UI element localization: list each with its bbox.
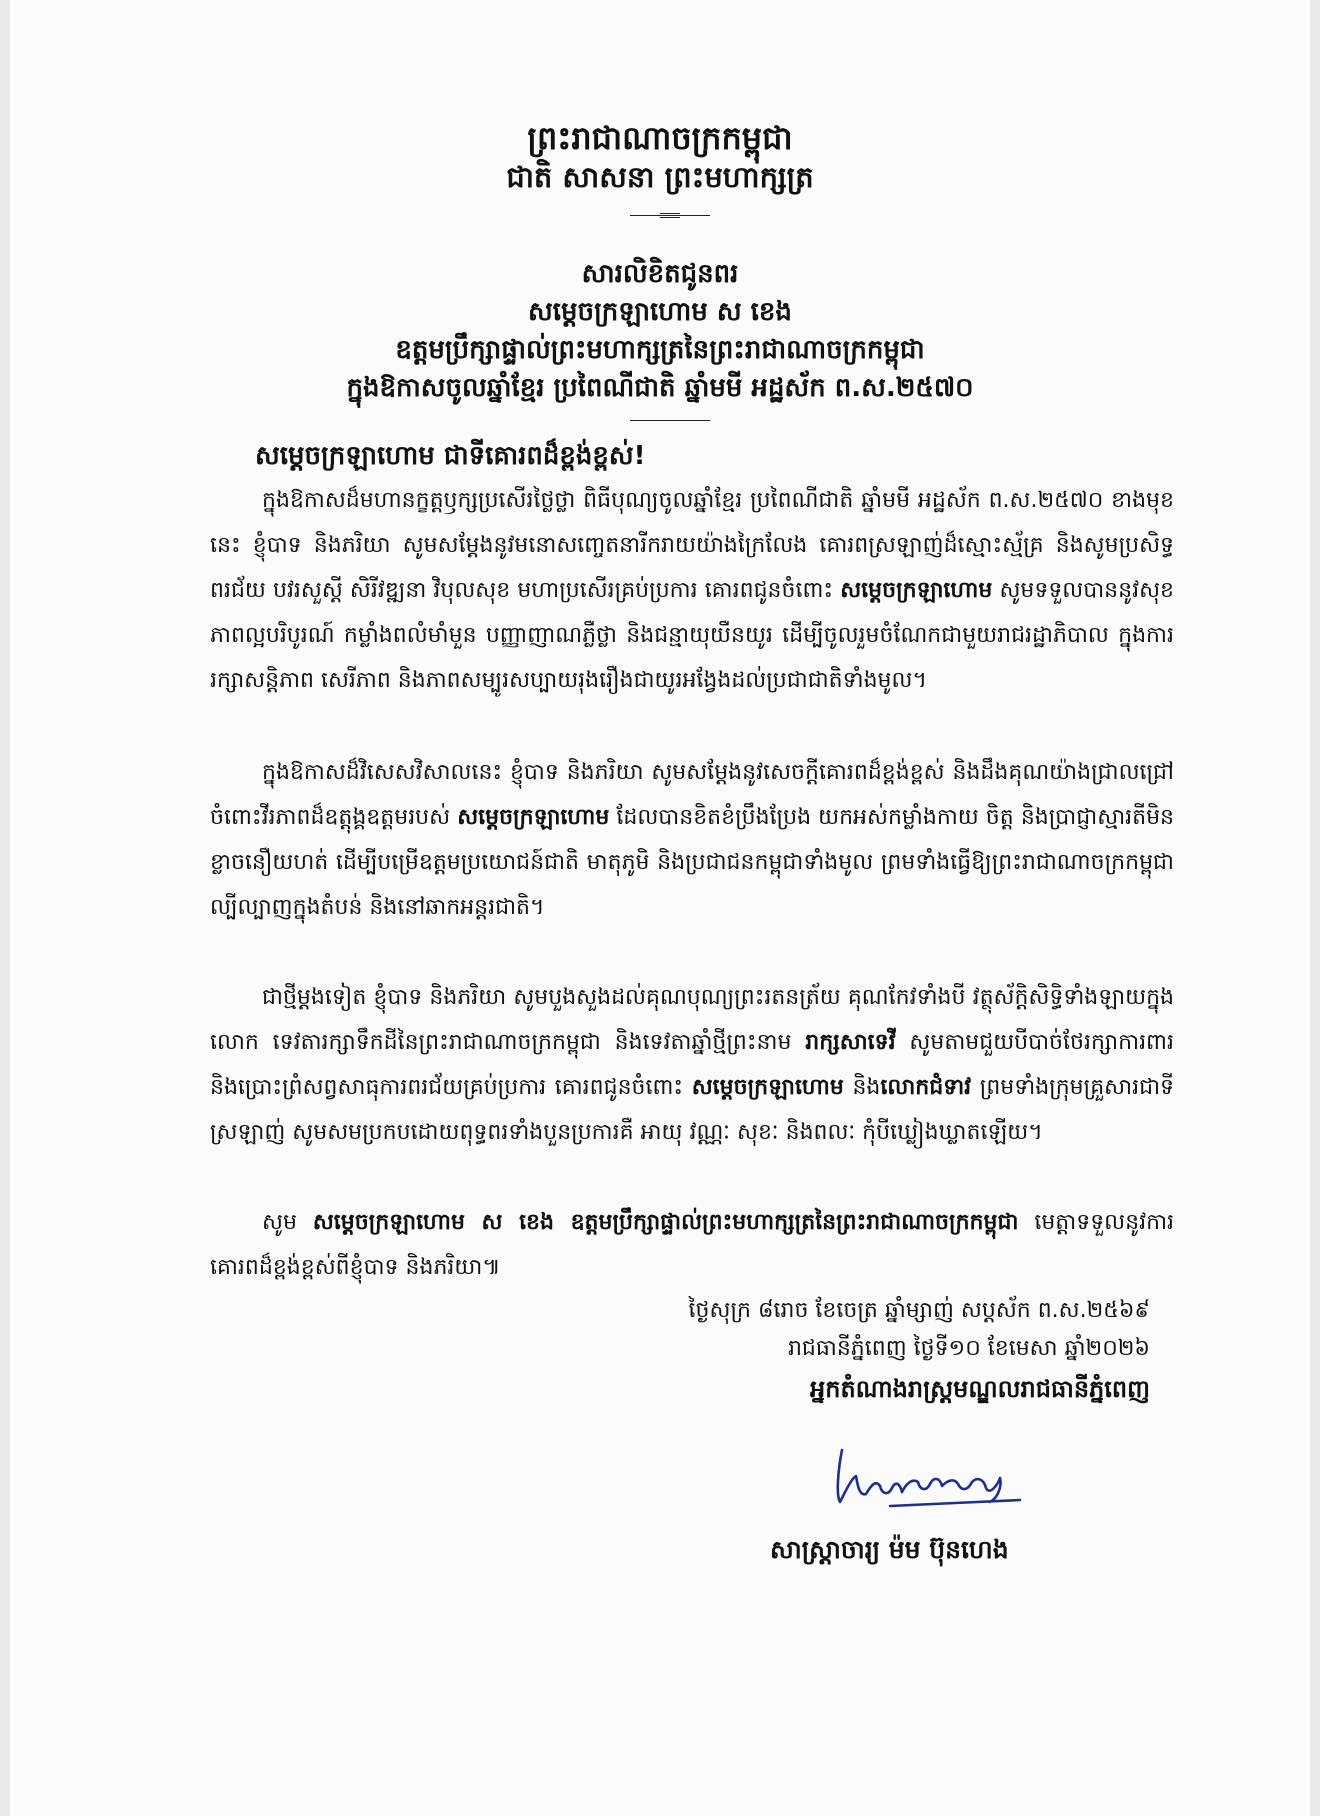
paragraph-2: ក្នុងឱកាសដ៏វិសេសវិសាលនេះ ខ្ញុំបាទ និងភរិយា សូមសម្តែងនូវសេចក្តីគោរពដ៏ខ្ពង់ខ្ពស់ និងដឹងគុណយ៉ាងជ្រាលជ្រៅ ចំពោះវីរភាពដ៏ឧត្តុង្គឧត្តមរបស់ សម្តេចក្រឡាហោម ដែលបានខិតខំប្រឹងប្រែង យកអស់កម្លាំងកាយ ចិត្ត និងប្រាជ្ញាស្មារតីមិនខ្លាចនឿយហត់ ដើម្បីបម្រើឧត្តមប្រយោជន៍ជាតិ មាតុភូមិ និងប្រជាជនកម្ពុជាទាំងមូល ព្រមទាំងធ្វើឱ្យព្រះរាជាណាចក្រកម្ពុជាល្បីល្បាញក្នុងតំបន់ និងនៅឆាកអន្តរជាតិ។ bbox=[210, 760, 1174, 920]
recipient-name: សម្តេចក្រឡាហោម ស ខេង bbox=[528, 297, 792, 327]
salutation: សម្តេចក្រឡាហោម ជាទីគោរពដ៏ខ្ពង់ខ្ពស់! bbox=[255, 441, 646, 471]
place-and-date: រាជធានីភ្នំពេញ ថ្ងៃទី១០ ខែមេសា ឆ្នាំ២០២៦ bbox=[787, 1336, 1150, 1361]
signer-name: សាស្ត្រាចារ្យ ម៉ម ប៊ុនហេង bbox=[770, 1535, 1009, 1564]
letter-page bbox=[10, 0, 1310, 1816]
occasion-line: ក្នុងឱកាសចូលឆ្នាំខ្មែរ ប្រពៃណីជាតិ ឆ្នាំមមី អដ្ឋស័ក ព.ស.២៥៧០ bbox=[346, 373, 974, 403]
kingdom-heading: ព្រះរាជាណាចក្រកម្ពុជា bbox=[527, 119, 793, 157]
paragraph-1: ក្នុងឱកាសដ៏មហានក្ខត្តឫក្សប្រសើរថ្លៃថ្លា ពិធីបុណ្យចូលឆ្នាំខ្មែរ ប្រពៃណីជាតិ ឆ្នាំមមី អដ្ឋស័ក ព.ស.២៥៧០ ខាងមុខនេះ ខ្ញុំបាទ និងភរិយា សូមសម្តែងនូវមនោសញ្ចេតនារីករាយយ៉ាងក្រៃលែង គោរពស្រឡាញ់ដ៏ស្មោះស្ម័គ្រ និងសូមប្រសិទ្ធពរជ័យ បវរសួស្តី សិរីវឌ្ឍនា វិបុលសុខ មហាប្រសើរគ្រប់ប្រការ គោរពជូនចំពោះ សម្តេចក្រឡាហោម សូមទទួលបាននូវសុខភាពល្អបរិបូរណ៍ កម្លាំងពលំមាំមួន បញ្ញាញាណភ្លឺថ្លា និងជន្មាយុយឺនយូរ ដើម្បីចូលរួមចំណែកជាមួយរាជរដ្ឋាភិបាល ក្នុងការរក្សាសន្តិភាព សេរីភាព និងភាពសម្បូរសប្បាយរុងរឿងជាយូរអង្វែងដល់ប្រជាជាតិទាំងមូល។ bbox=[210, 488, 1174, 693]
paragraph-3: ជាថ្មីម្តងទៀត ខ្ញុំបាទ និងភរិយា សូមបួងសួងដល់គុណបុណ្យព្រះរតនត្រ័យ គុណកែវទាំងបី វត្ថុស័ក្តិសិទ្ធិទាំងឡាយក្នុងលោក ទេវតារក្សាទឹកដីនៃព្រះរាជាណាចក្រកម្ពុជា និងទេវតាឆ្នាំថ្មីព្រះនាម រាក្សសាទេវី សូមតាមជួយបីបាច់ថែរក្សាការពារ និងប្រោះព្រំសព្វសាធុការពរជ័យគ្រប់ប្រការ គោរពជូនចំពោះ សម្តេចក្រឡាហោម និងលោកជំទាវ ព្រមទាំងក្រុមគ្រួសារជាទីស្រឡាញ់ សូមសមប្រកបដោយពុទ្ធពរទាំងបួនប្រការគឺ អាយុ វណ្ណៈ សុខៈ និងពលៈ កុំបីឃ្លៀងឃ្លាតឡើយ។ bbox=[210, 985, 1174, 1145]
recipient-position: ឧត្តមប្រឹក្សាផ្ទាល់ព្រះមហាក្សត្រនៃព្រះរាជាណាចក្រកម្ពុជា bbox=[395, 335, 925, 365]
signer-position: អ្នកតំណាងរាស្ត្រមណ្ឌលរាជធានីភ្នំពេញ bbox=[810, 1375, 1150, 1403]
lunar-date: ថ្ងៃសុក្រ ៨រោច ខែចេត្រ ឆ្នាំម្សាញ់ សប្តស័ក ព.ស.២៥៦៩ bbox=[688, 1298, 1150, 1323]
letter-title: សារលិខិតជូនពរ bbox=[581, 259, 739, 289]
national-motto: ជាតិ សាសនា ព្រះមហាក្សត្រ bbox=[506, 160, 814, 194]
ornamental-divider bbox=[630, 213, 710, 219]
handwritten-signature bbox=[830, 1440, 1030, 1520]
ornamental-divider-2 bbox=[630, 418, 710, 424]
paragraph-4: សូម សម្តេចក្រឡាហោម ស ខេង ឧត្តមប្រឹក្សាផ្ទាល់ព្រះមហាក្សត្រនៃព្រះរាជាណាចក្រកម្ពុជា មេត្តាទទួលនូវការគោរពដ៏ខ្ពង់ខ្ពស់ពីខ្ញុំបាទ និងភរិយា៕ bbox=[210, 1210, 1174, 1280]
